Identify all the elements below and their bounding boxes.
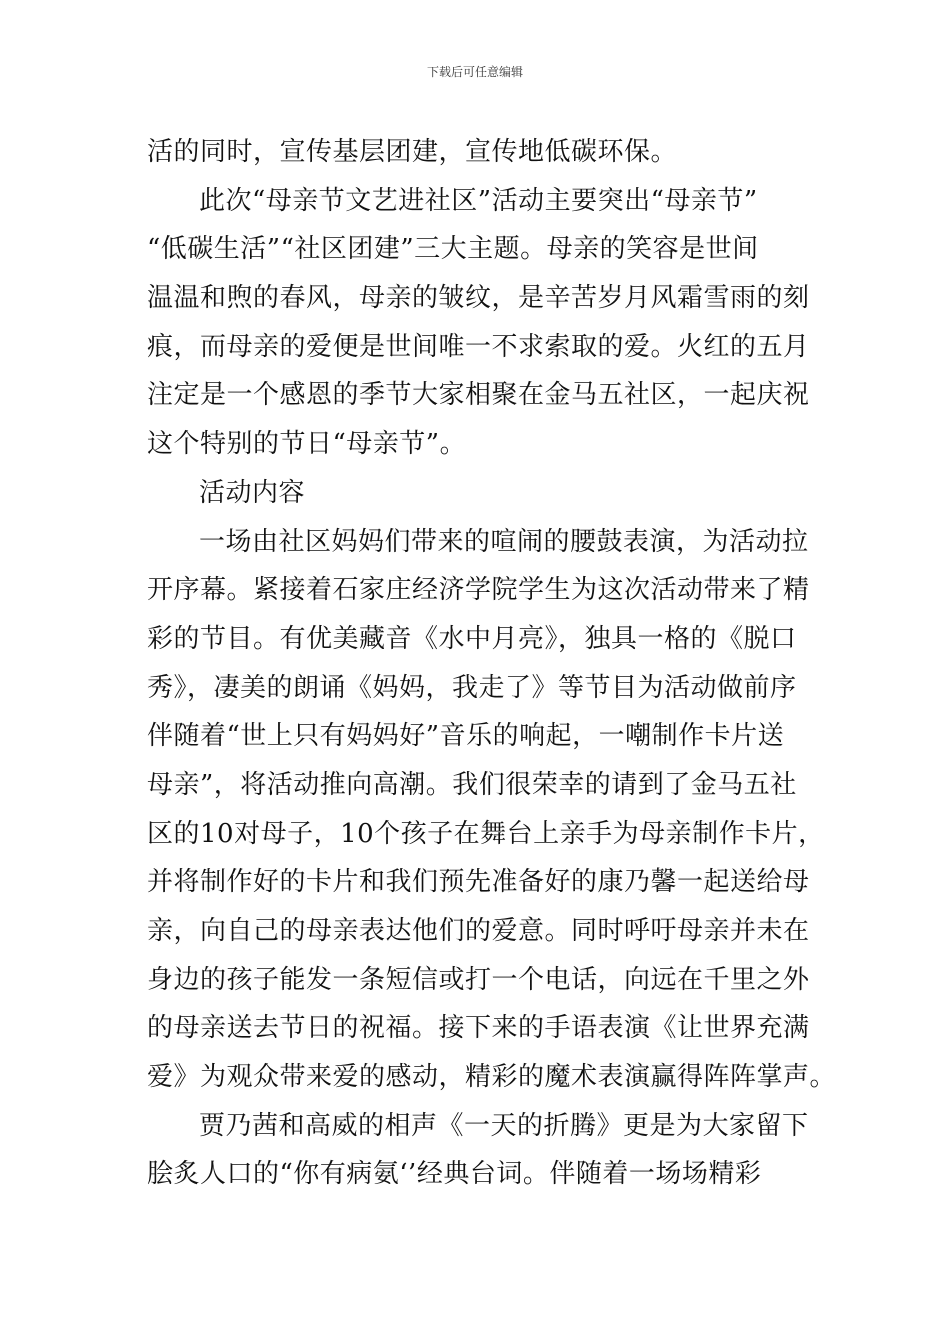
text-line: 活的同时，宣传基层团建，宣传地低碳环保。 <box>147 137 678 167</box>
text-line: 注定是一个感恩的季节大家相聚在金马五社区，一起庆祝 <box>147 380 810 411</box>
text-line: “低碳生活”“社区团建”三大主题。母亲的笑容是世间 <box>147 234 759 265</box>
text-line: 贾乃茜和高威的相声《一天的折腾》更是为大家留下 <box>199 1110 809 1141</box>
text-line: 此次“母亲节文艺进社区”活动主要突出“母亲节” <box>199 185 758 216</box>
text-line: 秀》，凄美的朗诵《妈妈，我走了》等节目为活动做前序 <box>147 672 797 703</box>
text-line: 这个特别的节日“母亲节”。 <box>147 429 467 460</box>
document-body <box>147 128 837 1199</box>
text-line: 爱》为观众带来爱的感动，精彩的魔术表演赢得阵阵掌声。 <box>147 1062 837 1093</box>
text-line: 彩的节目。有优美藏音《水中月亮》，独具一格的《脱口 <box>147 623 797 654</box>
text-line: 开序幕。紧接着石家庄经济学院学生为这次活动带来了精 <box>147 575 810 606</box>
text-line: 并将制作好的卡片和我们预先准备好的康乃馨一起送给母 <box>147 867 810 898</box>
text-line: 身边的孩子能发一条短信或打一个电话，向远在千里之外 <box>147 964 810 995</box>
text-line: 脍炙人口的“你有病氨‘’经典台词。伴随着一场场精彩 <box>147 1159 762 1190</box>
section-heading: 活动内容 <box>199 477 306 508</box>
text-line: 痕，而母亲的爱便是世间唯一不求索取的爱。火红的五月 <box>147 331 810 362</box>
text-line: 母亲”，将活动推向高潮。我们很荣幸的请到了金马五社 <box>147 769 797 800</box>
text-line: 的母亲送去节日的祝福。接下来的手语表演《让世界充满 <box>147 1013 810 1044</box>
text-line: 区的10对母子，10个孩子在舞台上亲手为母亲制作卡片， <box>147 818 825 849</box>
page-header: 下载后可任意编辑 <box>426 65 523 79</box>
text-line: 一场由社区妈妈们带来的喧闹的腰鼓表演，为活动拉 <box>199 526 809 557</box>
text-line: 伴随着“世上只有妈妈好”音乐的响起，一嘲制作卡片送 <box>147 721 785 752</box>
text-line: 温温和煦的春风，母亲的皱纹，是辛苦岁月风霜雪雨的刻 <box>147 283 810 314</box>
text-line: 亲，向自己的母亲表达他们的爱意。同时呼吁母亲并未在 <box>147 916 810 946</box>
